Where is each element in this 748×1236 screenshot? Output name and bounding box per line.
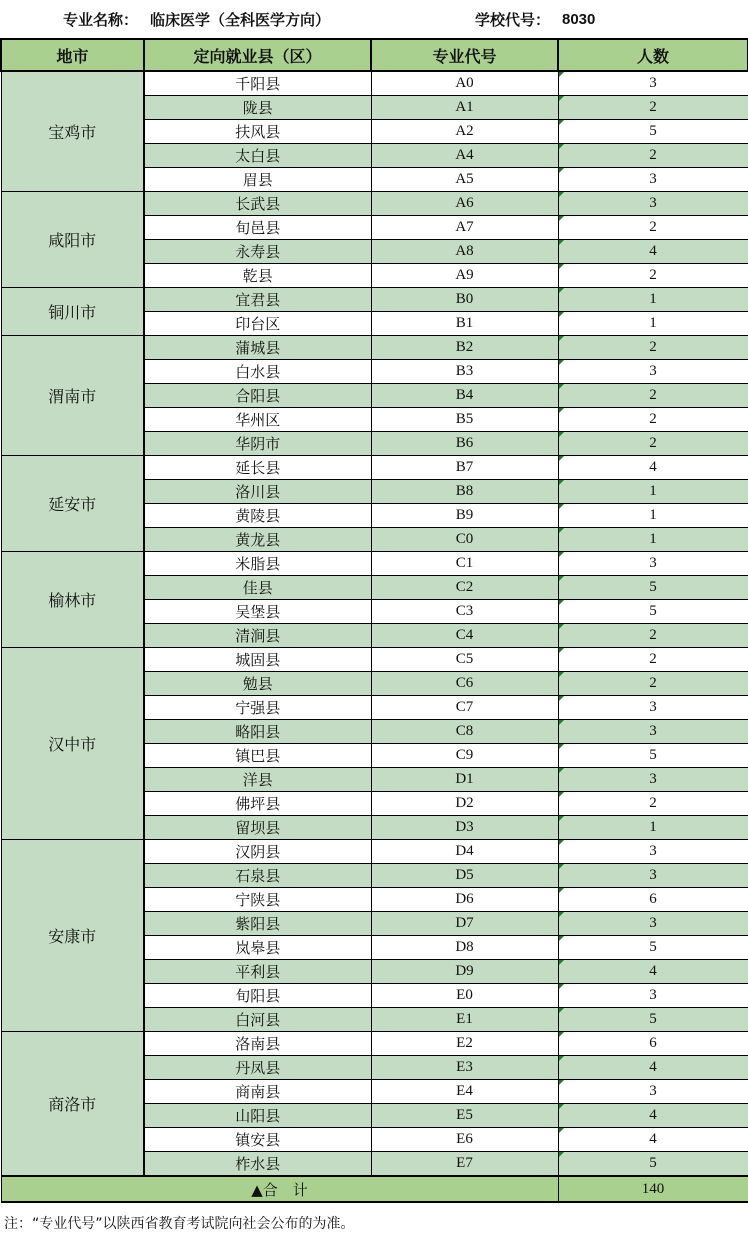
count-cell (558, 1152, 748, 1177)
major-code-cell: C6 (371, 672, 558, 696)
error-marker-icon (559, 120, 564, 125)
error-marker-icon (559, 720, 564, 725)
count-value: 1 (649, 291, 657, 307)
county-cell: 旬阳县 (144, 984, 371, 1008)
error-marker-icon (559, 432, 564, 437)
count-cell (558, 288, 748, 312)
count-cell (558, 840, 748, 864)
count-cell (558, 792, 748, 816)
school-code-label: 学校代号： (371, 0, 558, 39)
city-cell: 咸阳市 (1, 192, 144, 288)
major-code-cell: B4 (371, 384, 558, 408)
count-value: 5 (649, 123, 657, 139)
major-code-cell: E3 (371, 1056, 558, 1080)
count-cell (558, 768, 748, 792)
error-marker-icon (559, 960, 564, 965)
count-cell (558, 648, 748, 672)
error-marker-icon (559, 216, 564, 221)
count-cell (558, 576, 748, 600)
error-marker-icon (559, 336, 564, 341)
county-cell: 丹凤县 (144, 1056, 371, 1080)
count-value: 5 (649, 939, 657, 955)
count-value: 3 (649, 867, 657, 883)
count-cell (558, 1008, 748, 1032)
school-code-value: 8030 (558, 0, 748, 39)
table-row (1, 336, 748, 360)
major-code-cell: B0 (371, 288, 558, 312)
county-cell: 千阳县 (144, 71, 371, 96)
county-cell: 黄陵县 (144, 504, 371, 528)
count-value: 5 (649, 1011, 657, 1027)
county-cell: 柞水县 (144, 1152, 371, 1177)
major-code-cell: E6 (371, 1128, 558, 1152)
count-cell (558, 1032, 748, 1056)
column-header-city: 地市 (1, 39, 144, 71)
major-code-cell: A4 (371, 144, 558, 168)
major-code-cell: C5 (371, 648, 558, 672)
column-header-count: 人数 (558, 39, 748, 71)
major-code-cell: A7 (371, 216, 558, 240)
title-row (1, 0, 748, 39)
table-row (1, 840, 748, 864)
error-marker-icon (559, 888, 564, 893)
count-cell (558, 480, 748, 504)
major-code-cell: D9 (371, 960, 558, 984)
county-cell: 长武县 (144, 192, 371, 216)
error-marker-icon (559, 840, 564, 845)
major-code-cell: C2 (371, 576, 558, 600)
error-marker-icon (559, 1080, 564, 1085)
count-value: 2 (649, 651, 657, 667)
error-marker-icon (559, 1104, 564, 1109)
major-code-cell: D5 (371, 864, 558, 888)
column-header-county: 定向就业县（区） (144, 39, 371, 71)
count-cell (558, 1080, 748, 1104)
error-marker-icon (559, 408, 564, 413)
count-value: 6 (649, 891, 657, 907)
total-row (1, 1176, 748, 1202)
count-cell (558, 240, 748, 264)
count-cell (558, 312, 748, 336)
count-cell (558, 504, 748, 528)
count-value: 2 (649, 675, 657, 691)
count-cell (558, 1128, 748, 1152)
error-marker-icon (559, 192, 564, 197)
count-value: 6 (649, 1035, 657, 1051)
major-code-cell: C1 (371, 552, 558, 576)
county-cell: 宁强县 (144, 696, 371, 720)
city-cell: 铜川市 (1, 288, 144, 336)
major-code-cell: D6 (371, 888, 558, 912)
major-code-cell: B6 (371, 432, 558, 456)
count-value: 1 (649, 315, 657, 331)
error-marker-icon (559, 816, 564, 821)
total-label: ▲合 计 (1, 1176, 558, 1202)
county-cell: 米脂县 (144, 552, 371, 576)
error-marker-icon (559, 1032, 564, 1037)
count-cell (558, 696, 748, 720)
county-cell: 城固县 (144, 648, 371, 672)
major-code-cell: E1 (371, 1008, 558, 1032)
county-cell: 镇巴县 (144, 744, 371, 768)
table-row (1, 552, 748, 576)
count-value: 4 (649, 243, 657, 259)
error-marker-icon (559, 480, 564, 485)
county-cell: 洋县 (144, 768, 371, 792)
table-row (1, 288, 748, 312)
county-cell: 华州区 (144, 408, 371, 432)
count-value: 2 (649, 435, 657, 451)
count-value: 5 (649, 579, 657, 595)
error-marker-icon (559, 984, 564, 989)
count-value: 3 (649, 171, 657, 187)
error-marker-icon (559, 168, 564, 173)
count-cell (558, 960, 748, 984)
count-cell (558, 120, 748, 144)
county-cell: 洛川县 (144, 480, 371, 504)
count-cell (558, 1056, 748, 1080)
error-marker-icon (559, 288, 564, 293)
count-value: 2 (649, 627, 657, 643)
city-cell: 安康市 (1, 840, 144, 1032)
error-marker-icon (559, 312, 564, 317)
count-value: 4 (649, 1059, 657, 1075)
error-marker-icon (559, 1056, 564, 1061)
count-cell (558, 456, 748, 480)
city-cell: 宝鸡市 (1, 71, 144, 192)
error-marker-icon (559, 792, 564, 797)
major-code-cell: E4 (371, 1080, 558, 1104)
county-cell: 乾县 (144, 264, 371, 288)
county-cell: 延长县 (144, 456, 371, 480)
count-value: 2 (649, 219, 657, 235)
count-value: 1 (649, 819, 657, 835)
table-row (1, 192, 748, 216)
count-value: 5 (649, 1155, 657, 1171)
count-cell (558, 360, 748, 384)
county-cell: 佛坪县 (144, 792, 371, 816)
count-value: 2 (649, 99, 657, 115)
city-cell: 商洛市 (1, 1032, 144, 1177)
count-cell (558, 168, 748, 192)
count-value: 2 (649, 267, 657, 283)
major-code-cell: A2 (371, 120, 558, 144)
count-cell (558, 264, 748, 288)
count-value: 1 (649, 507, 657, 523)
error-marker-icon (559, 504, 564, 509)
count-cell (558, 71, 748, 96)
count-cell (558, 408, 748, 432)
table-row (1, 71, 748, 96)
table-row (1, 456, 748, 480)
count-value: 3 (649, 723, 657, 739)
major-code-cell: E2 (371, 1032, 558, 1056)
major-code-cell: C4 (371, 624, 558, 648)
major-code-cell: C8 (371, 720, 558, 744)
county-cell: 紫阳县 (144, 912, 371, 936)
major-code-cell: B7 (371, 456, 558, 480)
count-value: 3 (649, 771, 657, 787)
count-value: 2 (649, 387, 657, 403)
major-code-cell: C3 (371, 600, 558, 624)
error-marker-icon (559, 96, 564, 101)
county-cell: 永寿县 (144, 240, 371, 264)
major-code-cell: C7 (371, 696, 558, 720)
count-cell (558, 672, 748, 696)
count-value: 3 (649, 363, 657, 379)
county-cell: 勉县 (144, 672, 371, 696)
error-marker-icon (559, 624, 564, 629)
major-code-cell: B1 (371, 312, 558, 336)
count-value: 2 (649, 411, 657, 427)
count-value: 3 (649, 1083, 657, 1099)
county-cell: 吴堡县 (144, 600, 371, 624)
count-value: 2 (649, 795, 657, 811)
error-marker-icon (559, 648, 564, 653)
county-cell: 山阳县 (144, 1104, 371, 1128)
count-value: 3 (649, 555, 657, 571)
county-cell: 华阴市 (144, 432, 371, 456)
major-code-cell: D1 (371, 768, 558, 792)
county-cell: 留坝县 (144, 816, 371, 840)
count-cell (558, 144, 748, 168)
count-cell (558, 384, 748, 408)
error-marker-icon (559, 864, 564, 869)
major-code-cell: A9 (371, 264, 558, 288)
count-cell (558, 216, 748, 240)
county-cell: 宜君县 (144, 288, 371, 312)
count-value: 1 (649, 531, 657, 547)
major-code-cell: C9 (371, 744, 558, 768)
major-code-cell: E5 (371, 1104, 558, 1128)
count-value: 4 (649, 1131, 657, 1147)
count-value: 4 (649, 963, 657, 979)
county-cell: 佳县 (144, 576, 371, 600)
error-marker-icon (559, 696, 564, 701)
major-code-cell: B9 (371, 504, 558, 528)
column-header-row (1, 39, 748, 71)
error-marker-icon (559, 144, 564, 149)
count-value: 1 (649, 483, 657, 499)
error-marker-icon (559, 528, 564, 533)
county-cell: 黄龙县 (144, 528, 371, 552)
county-cell: 平利县 (144, 960, 371, 984)
count-cell (558, 528, 748, 552)
county-cell: 石泉县 (144, 864, 371, 888)
count-cell (558, 720, 748, 744)
city-cell: 延安市 (1, 456, 144, 552)
count-cell (558, 96, 748, 120)
county-cell: 岚皋县 (144, 936, 371, 960)
error-marker-icon (559, 360, 564, 365)
count-cell (558, 552, 748, 576)
city-cell: 渭南市 (1, 336, 144, 456)
error-marker-icon (559, 456, 564, 461)
major-code-cell: A1 (371, 96, 558, 120)
count-value: 3 (649, 843, 657, 859)
major-code-cell: B3 (371, 360, 558, 384)
count-cell (558, 816, 748, 840)
count-value: 4 (649, 459, 657, 475)
count-cell (558, 984, 748, 1008)
count-cell (558, 912, 748, 936)
error-marker-icon (559, 240, 564, 245)
county-cell: 旬邑县 (144, 216, 371, 240)
major-code-cell: D8 (371, 936, 558, 960)
county-cell: 汉阴县 (144, 840, 371, 864)
major-code-cell: A8 (371, 240, 558, 264)
count-cell (558, 624, 748, 648)
city-cell: 汉中市 (1, 648, 144, 840)
county-cell: 陇县 (144, 96, 371, 120)
table-row (1, 648, 748, 672)
count-value: 5 (649, 603, 657, 619)
major-code-cell: B5 (371, 408, 558, 432)
city-cell: 榆林市 (1, 552, 144, 648)
major-code-cell: A0 (371, 71, 558, 96)
count-value: 3 (649, 915, 657, 931)
major-label: 专业名称： (1, 0, 144, 39)
count-cell (558, 864, 748, 888)
county-cell: 略阳县 (144, 720, 371, 744)
county-cell: 合阳县 (144, 384, 371, 408)
county-cell: 太白县 (144, 144, 371, 168)
count-cell (558, 1104, 748, 1128)
county-cell: 印台区 (144, 312, 371, 336)
county-cell: 眉县 (144, 168, 371, 192)
major-code-cell: B2 (371, 336, 558, 360)
error-marker-icon (559, 936, 564, 941)
error-marker-icon (559, 72, 564, 77)
county-cell: 白水县 (144, 360, 371, 384)
count-cell (558, 336, 748, 360)
error-marker-icon (559, 264, 564, 269)
county-cell: 清涧县 (144, 624, 371, 648)
major-code-cell: A5 (371, 168, 558, 192)
county-cell: 蒲城县 (144, 336, 371, 360)
error-marker-icon (559, 1008, 564, 1013)
error-marker-icon (559, 768, 564, 773)
total-value: 140 (558, 1176, 748, 1202)
major-code-cell: B8 (371, 480, 558, 504)
count-value: 3 (649, 75, 657, 91)
error-marker-icon (559, 1152, 564, 1157)
error-marker-icon (559, 384, 564, 389)
county-cell: 宁陕县 (144, 888, 371, 912)
major-code-cell: E7 (371, 1152, 558, 1177)
count-cell (558, 432, 748, 456)
major-value: 临床医学（全科医学方向） (144, 0, 371, 39)
major-code-cell: E0 (371, 984, 558, 1008)
major-code-cell: D3 (371, 816, 558, 840)
county-cell: 商南县 (144, 1080, 371, 1104)
count-value: 5 (649, 747, 657, 763)
count-value: 3 (649, 195, 657, 211)
count-value: 3 (649, 987, 657, 1003)
county-cell: 洛南县 (144, 1032, 371, 1056)
count-cell (558, 936, 748, 960)
county-cell: 扶风县 (144, 120, 371, 144)
count-value: 2 (649, 147, 657, 163)
count-cell (558, 744, 748, 768)
count-cell (558, 600, 748, 624)
error-marker-icon (559, 576, 564, 581)
major-code-cell: D7 (371, 912, 558, 936)
footnote: 注：“专业代号”以陕西省教育考试院向社会公布的为准。 (4, 1216, 355, 1232)
major-code-cell: C0 (371, 528, 558, 552)
error-marker-icon (559, 600, 564, 605)
column-header-code: 专业代号 (371, 39, 558, 71)
county-cell: 镇安县 (144, 1128, 371, 1152)
major-code-cell: D2 (371, 792, 558, 816)
major-code-cell: A6 (371, 192, 558, 216)
error-marker-icon (559, 672, 564, 677)
county-cell: 白河县 (144, 1008, 371, 1032)
major-code-cell: D4 (371, 840, 558, 864)
error-marker-icon (559, 744, 564, 749)
error-marker-icon (559, 912, 564, 917)
count-cell (558, 192, 748, 216)
error-marker-icon (559, 1128, 564, 1133)
count-value: 4 (649, 1107, 657, 1123)
count-value: 2 (649, 339, 657, 355)
table-row (1, 1032, 748, 1056)
error-marker-icon (559, 552, 564, 557)
count-cell (558, 888, 748, 912)
count-value: 3 (649, 699, 657, 715)
